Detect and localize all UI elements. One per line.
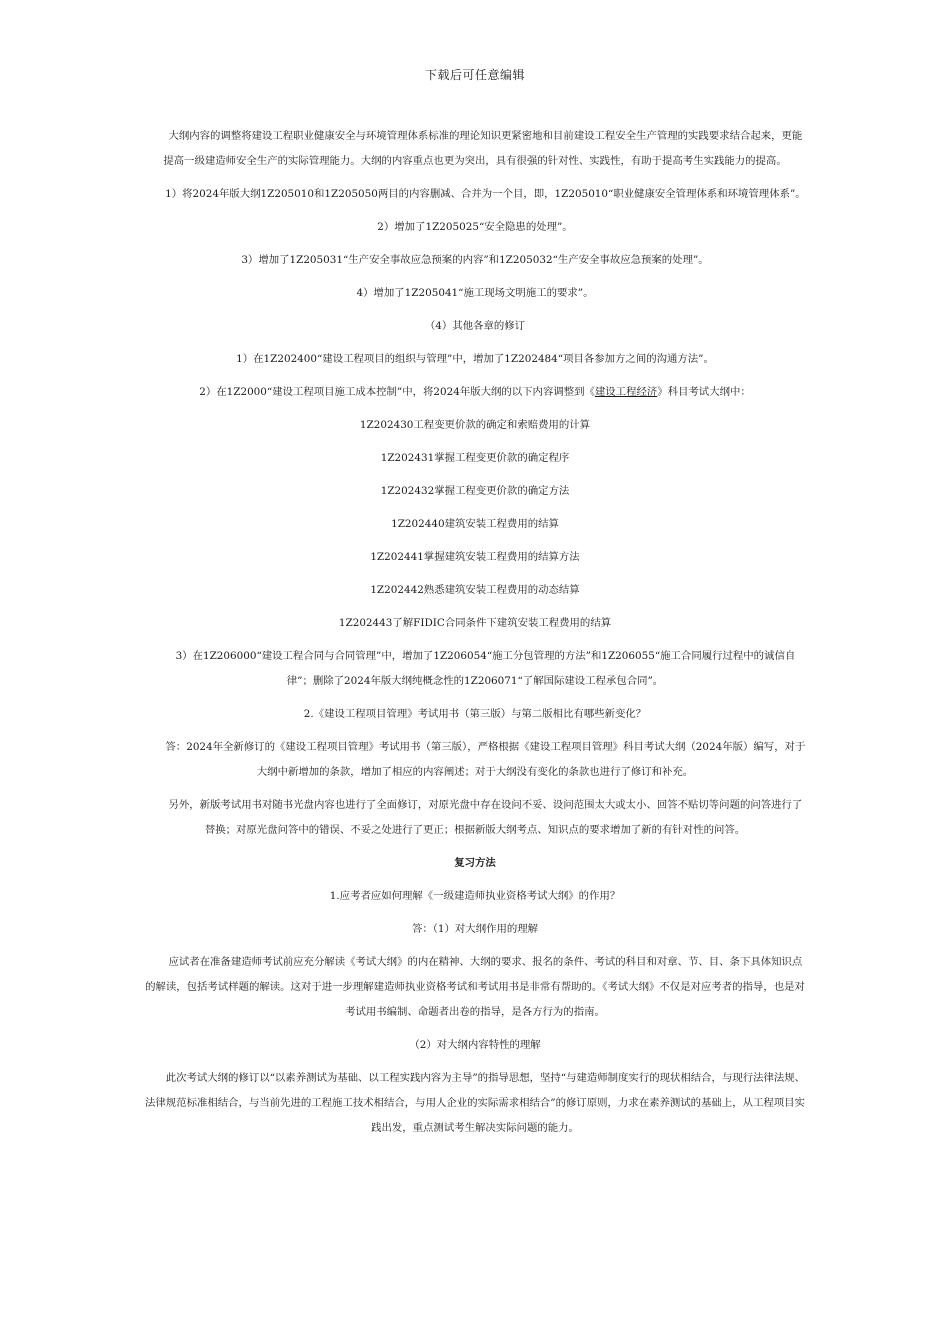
section-heading: 复习方法 — [454, 857, 496, 869]
paragraph: 大纲内容的调整将建设工程职业健康安全与环境管理体系标准的理论知识更紧密地和目前建设工程安全生产管理的实践要求结合起来，更能提高一级建造师安全生产的实际管理能力。大纲的内容重点也更为突出，具有很强的针对性、实践性，有助于提高考生实践能力的提高。 — [163, 130, 803, 167]
question-heading: 1.应考者应如何理解《一级建造师执业资格考试大纲》的作用？ — [329, 890, 621, 902]
paragraph: 应试者在准备建造师考试前应充分解读《考试大纲》的内在精神、大纲的要求、报名的条件、考试的科目和对章、节、目、条下具体知识点的解读，包括考试样题的解读。这对于进一步理解建造师执业资格考试和考试用书是非常有帮助的。《考试大纲》不仅是对应考者的指导，也是对考试用书编制、命题者出卷的指导，是各方行为的指南。 — [145, 956, 805, 1018]
paragraph-text: 》科目考试大纲中： — [657, 386, 751, 398]
book-link[interactable]: 建设工程经济 — [594, 386, 658, 398]
paragraph: 4）增加了1Z205041“施工现场文明施工的要求”。 — [356, 287, 594, 299]
question-heading: 2.《建设工程项目管理》考试用书（第三版）与第二版相比有哪些新变化？ — [303, 708, 647, 720]
list-item: 1Z202431掌握工程变更价款的确定程序 — [380, 452, 570, 464]
answer-heading: （2）对大纲内容特性的理解 — [409, 1039, 541, 1051]
paragraph: 1）在1Z202400“建设工程项目的组织与管理”中，增加了1Z202484“项目各参加方之间的沟通方法”。 — [236, 353, 714, 365]
list-item: 1Z202432掌握工程变更价款的确定方法 — [380, 485, 570, 497]
list-item: 1Z202430工程变更价款的确定和索赔费用的计算 — [359, 419, 591, 431]
paragraph: 3）在1Z206000“建设工程合同与合同管理”中，增加了1Z206054“施工分包管理的方法”和1Z206055“施工合同履行过程中的诚信自律”；删除了2024年版大纲纯概念性的1Z206071“了解国际建设工程承包合同”。 — [175, 650, 796, 687]
page-header: 下载后可任意编辑 — [424, 68, 525, 82]
list-item: 1Z202440建筑安装工程费用的结算 — [391, 518, 559, 530]
paragraph-text: 2）在1Z2000“建设工程项目施工成本控制”中，将2024年版大纲的以下内容调整到《 — [199, 386, 595, 398]
paragraph: 3）增加了1Z205031“生产安全事故应急预案的内容”和1Z205032“生产安全事故应急预案的处理”。 — [241, 254, 709, 266]
paragraph: 2）增加了1Z205025“安全隐患的处理”。 — [377, 221, 573, 233]
paragraph — [143, 380, 807, 405]
section-heading: （4）其他各章的修订 — [424, 320, 526, 332]
answer-heading: 答：（1）对大纲作用的理解 — [411, 923, 539, 935]
list-item: 1Z202443了解FIDIC合同条件下建筑安装工程费用的结算 — [338, 617, 612, 629]
paragraph: 1）将2024年版大纲1Z205010和1Z205050两目的内容删减、合并为一个目，即，1Z205010“职业健康安全管理体系和环境管理体系”。 — [165, 188, 806, 200]
document-body — [143, 124, 807, 1149]
paragraph: 此次考试大纲的修订以“以素养测试为基础、以工程实践内容为主导”的指导思想，坚持“与建造师制度实行的现状相结合，与现行法律法规、法律规范标准相结合，与当前先进的工程施工技术相结合，与用人企业的实际需求相结合”的修订原则，力求在素养测试的基础上，从工程项目实践出发，重点测试考生解决实际问题的能力。 — [145, 1072, 806, 1134]
paragraph: 答：2024年全新修订的《建设工程项目管理》考试用书（第三版），严格根据《建设工程项目管理》科目考试大纲（2024年版）编写，对于大纲中新增加的条款，增加了相应的内容阐述；对于大纲没有变化的条款也进行了修订和补充。 — [165, 741, 806, 778]
list-item: 1Z202441掌握建筑安装工程费用的结算方法 — [370, 551, 580, 563]
paragraph: 另外，新版考试用书对随书光盘内容也进行了全面修订，对原光盘中存在设问不妥、设问范围太大或太小、回答不贴切等问题的问答进行了替换；对原光盘问答中的错误、不妥之处进行了更正；根据新版大纲考点、知识点的要求增加了新的有针对性的问答。 — [168, 799, 803, 836]
list-item: 1Z202442熟悉建筑安装工程费用的动态结算 — [370, 584, 580, 596]
